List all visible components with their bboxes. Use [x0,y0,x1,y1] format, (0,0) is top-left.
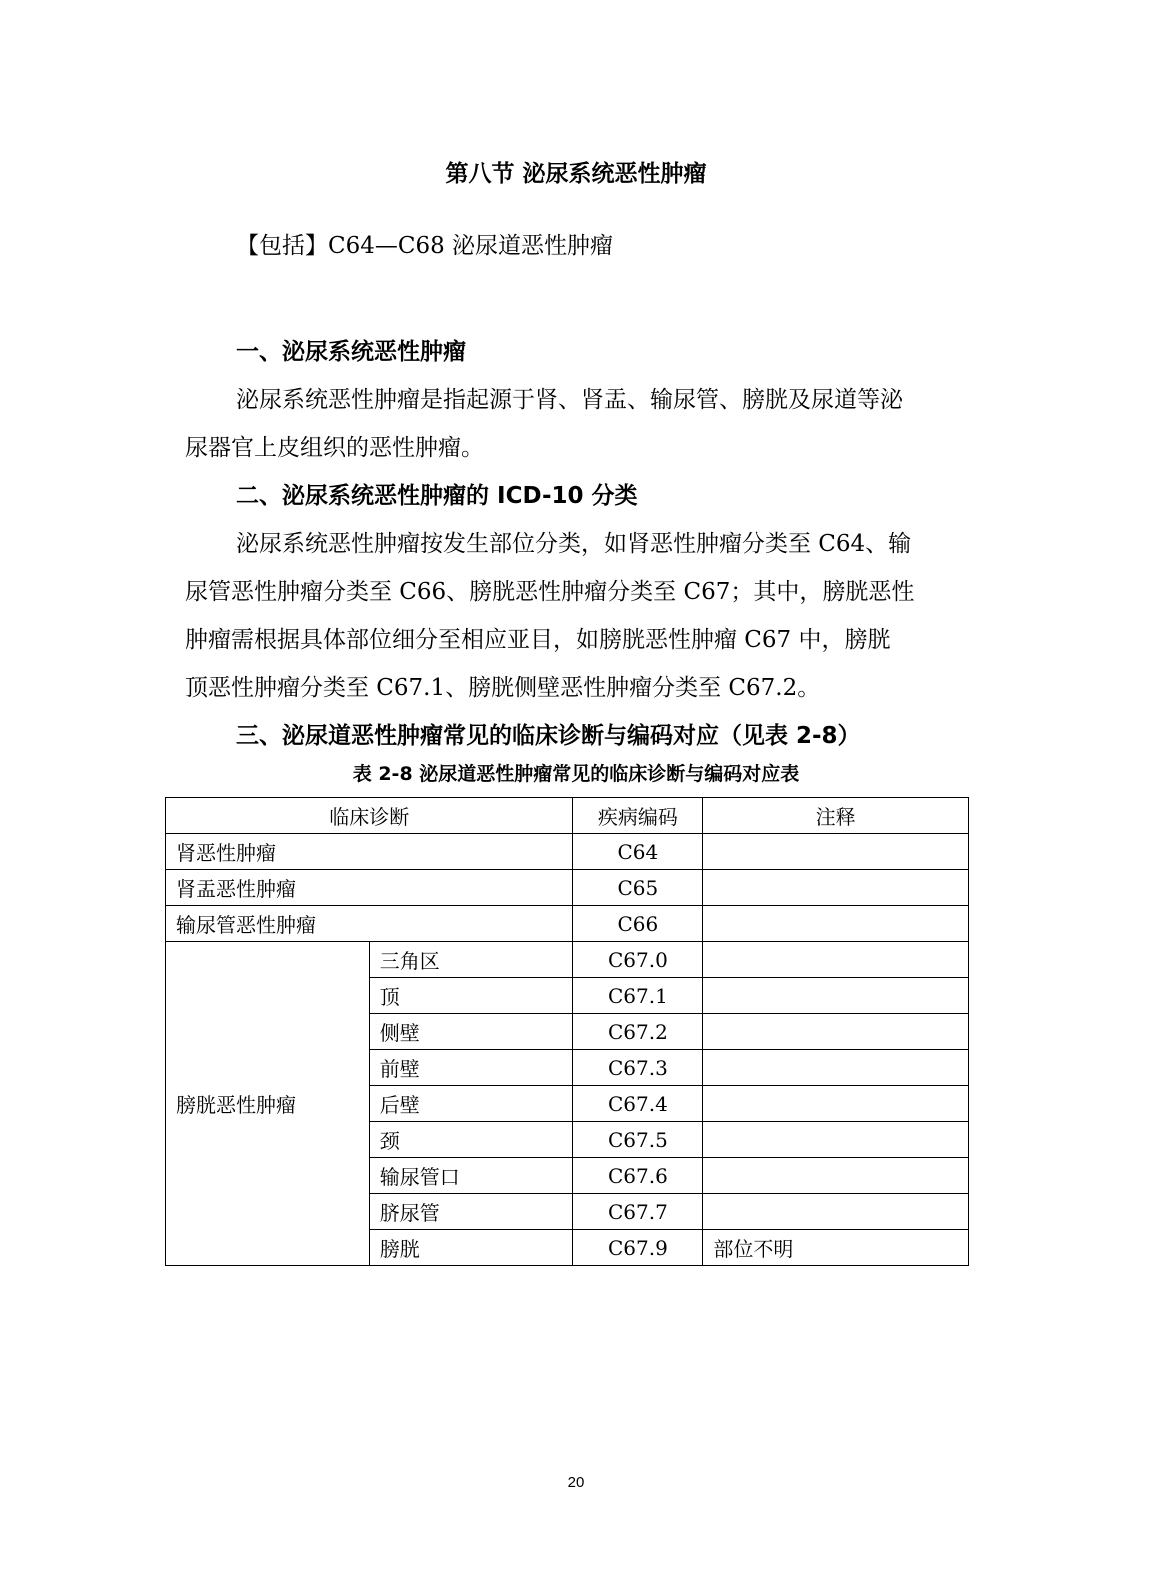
note-cell [703,1158,969,1194]
code-cell: C67.5 [573,1122,703,1158]
part-2-line-1: 泌尿系统恶性肿瘤按发生部位分类，如肾恶性肿瘤分类至 C64、输 [236,531,912,557]
code-cell: C67.7 [573,1194,703,1230]
note-cell [703,978,969,1014]
part-2-line-2: 尿管恶性肿瘤分类至 C66、膀胱恶性肿瘤分类至 C67；其中，膀胱恶性 [185,579,915,605]
note-cell [703,1014,969,1050]
code-cell: C67.4 [573,1086,703,1122]
note-cell [703,1086,969,1122]
code-cell: C67.0 [573,942,703,978]
note-cell [703,942,969,978]
site-cell: 三角区 [369,942,573,978]
table-caption: 表 2-8 泌尿道恶性肿瘤常见的临床诊断与编码对应表 [352,763,800,785]
part-2-line-3: 肿瘤需根据具体部位细分至相应亚目，如膀胱恶性肿瘤 C67 中，膀胱 [185,627,891,653]
note-cell [703,870,969,906]
code-cell: C67.2 [573,1014,703,1050]
site-cell: 膀胱 [369,1230,573,1266]
table-row [166,906,969,942]
code-cell: C67.9 [573,1230,703,1266]
site-cell: 侧壁 [369,1014,573,1050]
note-cell [703,834,969,870]
section-title: 第八节 泌尿系统恶性肿瘤 [445,161,707,187]
table-row [166,870,969,906]
note-cell [703,1050,969,1086]
header-code: 疾病编码 [573,798,703,834]
diagnosis-cell: 肾盂恶性肿瘤 [166,870,573,906]
code-cell: C66 [573,906,703,942]
note-cell: 部位不明 [703,1230,969,1266]
part-2-line-4: 顶恶性肿瘤分类至 C67.1、膀胱侧壁恶性肿瘤分类至 C67.2。 [185,675,821,701]
diagnosis-cell: 肾恶性肿瘤 [166,834,573,870]
note-cell [703,1194,969,1230]
table-row [166,942,969,978]
diagnosis-code-table [165,797,969,1266]
site-cell: 颈 [369,1122,573,1158]
site-cell: 输尿管口 [369,1158,573,1194]
heading-part-1: 一、泌尿系统恶性肿瘤 [236,339,466,365]
code-cell: C64 [573,834,703,870]
note-cell [703,1122,969,1158]
table-header-row [166,798,969,834]
heading-part-2: 二、泌尿系统恶性肿瘤的 ICD-10 分类 [236,483,638,509]
heading-part-3: 三、泌尿道恶性肿瘤常见的临床诊断与编码对应（见表 2-8） [236,723,861,749]
code-cell: C67.1 [573,978,703,1014]
site-cell: 前壁 [369,1050,573,1086]
code-cell: C67.6 [573,1158,703,1194]
site-cell: 后壁 [369,1086,573,1122]
table-row [166,834,969,870]
part-1-line-1: 泌尿系统恶性肿瘤是指起源于肾、肾盂、输尿管、膀胱及尿道等泌 [236,387,903,413]
site-cell: 顶 [369,978,573,1014]
note-cell [703,906,969,942]
diagnosis-cell: 输尿管恶性肿瘤 [166,906,573,942]
code-cell: C65 [573,870,703,906]
page-number: 20 [567,1474,585,1491]
header-diagnosis: 临床诊断 [166,798,573,834]
part-1-line-2: 尿器官上皮组织的恶性肿瘤。 [185,435,484,461]
include-line: 【包括】C64—C68 泌尿道恶性肿瘤 [236,233,614,259]
header-note: 注释 [703,798,969,834]
site-cell: 脐尿管 [369,1194,573,1230]
code-cell: C67.3 [573,1050,703,1086]
bladder-diagnosis-cell: 膀胱恶性肿瘤 [166,942,370,1266]
